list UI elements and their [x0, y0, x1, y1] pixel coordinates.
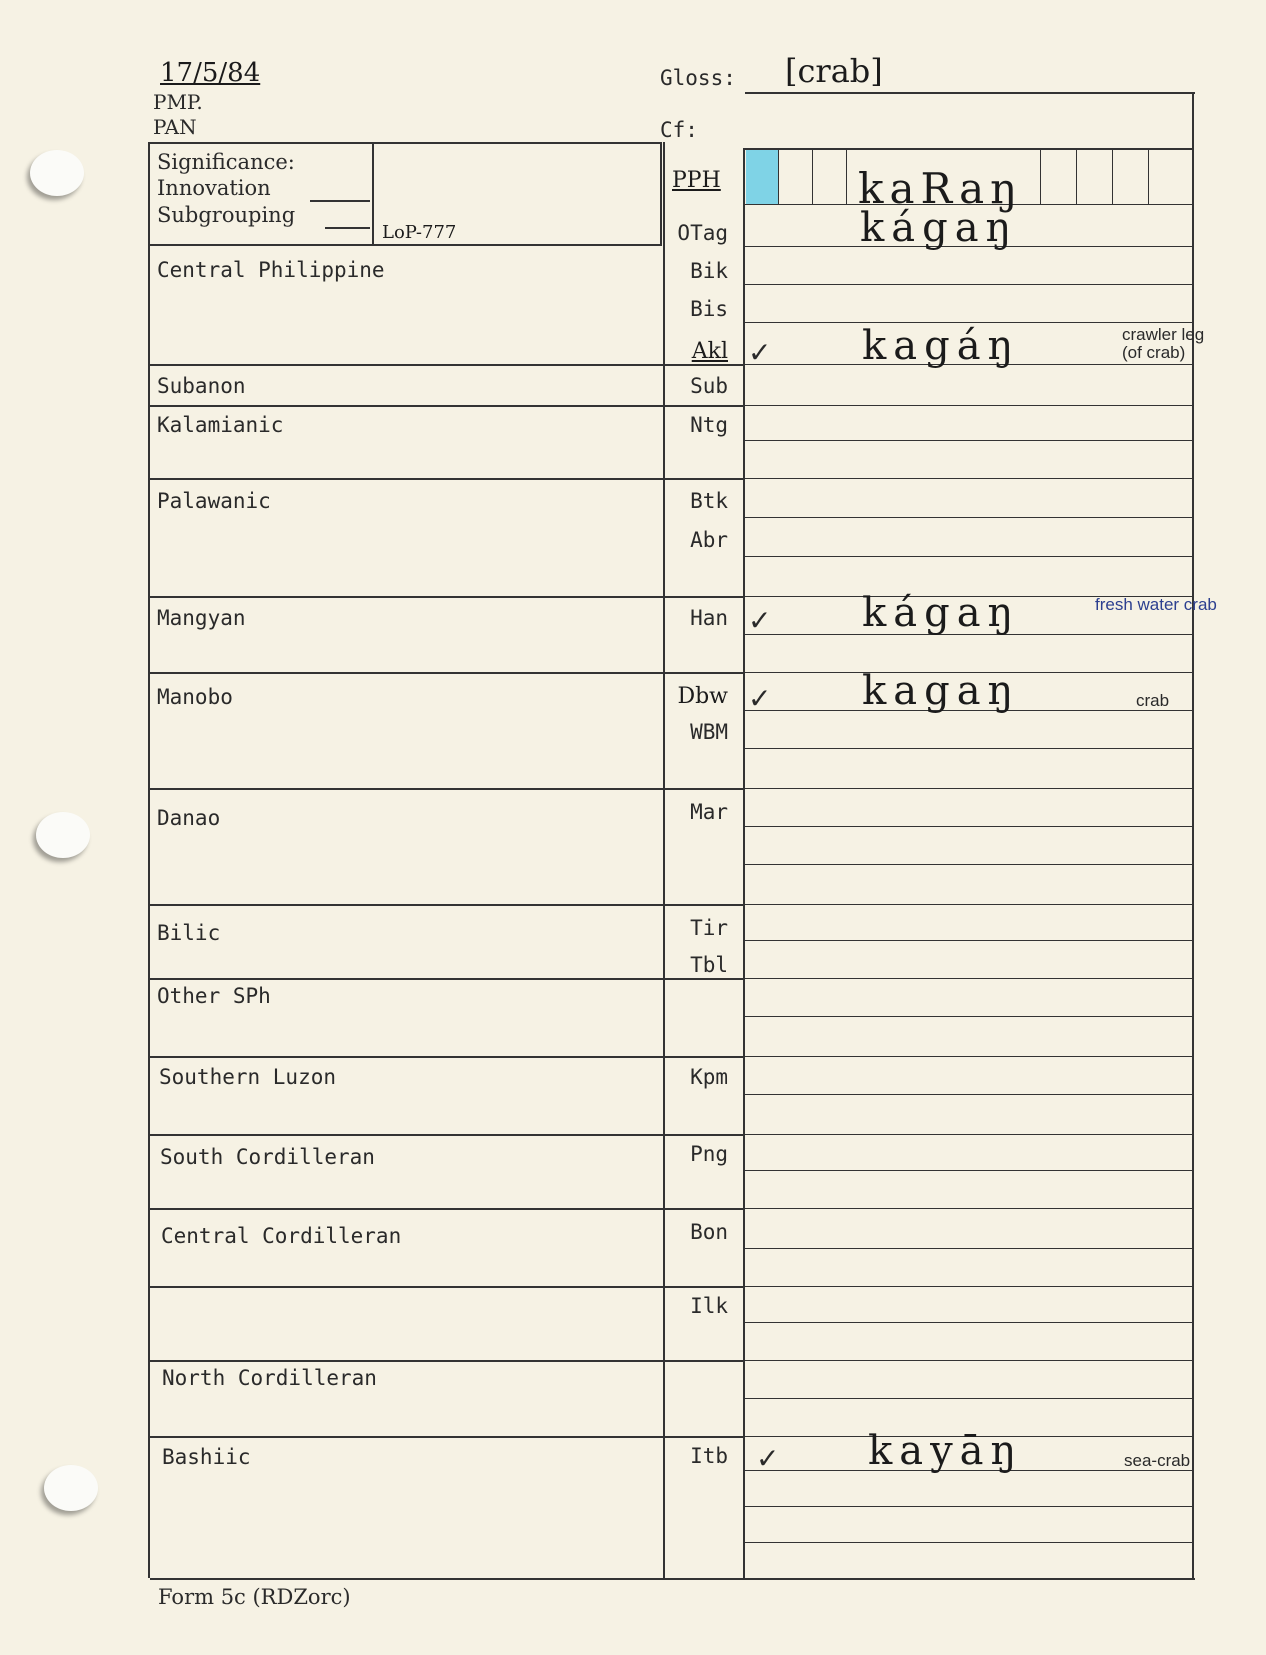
otag-form: kágaŋ — [860, 205, 1019, 251]
group-divider — [148, 904, 743, 906]
lang-bis: Bis — [690, 297, 728, 321]
group-bashiic: Bashiic — [162, 1445, 251, 1469]
significance-label: Significance: — [157, 150, 295, 174]
pph-form: kaRaŋ — [858, 164, 1024, 213]
pph-cell-divider — [1148, 150, 1149, 204]
lang-abr: Abr — [690, 528, 728, 552]
group-divider — [148, 405, 743, 407]
punch-hole-top — [30, 150, 84, 196]
lang-bik: Bik — [690, 259, 728, 283]
pph-label: PPH — [672, 168, 721, 193]
reference-number: LoP-777 — [382, 222, 457, 243]
group-divider — [148, 364, 743, 366]
lang-itb: Itb — [690, 1444, 728, 1468]
gloss-label: Gloss: — [660, 66, 736, 90]
lang-sub: Sub — [690, 374, 728, 398]
pph-cell-divider — [1076, 150, 1077, 204]
cf-label: Cf: — [660, 118, 698, 142]
group-manobo: Manobo — [157, 685, 233, 709]
pph-cell-divider — [778, 150, 779, 204]
group-south-cordilleran: South Cordilleran — [160, 1145, 375, 1169]
frame-left — [148, 246, 150, 1578]
punch-hole-middle — [36, 812, 90, 858]
group-central-cordilleran: Central Cordilleran — [161, 1224, 402, 1248]
group-central-philippine: Central Philippine — [157, 258, 385, 282]
itb-check: ✓ — [756, 1442, 780, 1475]
language-column-right — [743, 148, 745, 1578]
akl-gloss: crawler leg (of crab) — [1122, 325, 1205, 362]
group-north-cordilleran: North Cordilleran — [162, 1366, 377, 1390]
group-subanon: Subanon — [157, 374, 246, 398]
itb-form: kayāŋ — [868, 1428, 1024, 1474]
pmp-label: PMP. — [153, 90, 203, 114]
lang-han: Han — [690, 606, 728, 630]
lang-akl: Akl — [691, 339, 728, 364]
akl-form: kagáŋ — [862, 323, 1021, 369]
group-divider — [148, 672, 743, 674]
subgrouping-label: Subgrouping — [157, 203, 296, 227]
lang-btk: Btk — [690, 489, 728, 513]
group-divider — [148, 1056, 743, 1058]
innovation-blank — [310, 200, 370, 202]
pan-label: PAN — [153, 115, 197, 139]
han-form: kágaŋ — [862, 590, 1021, 636]
pph-cell-divider — [812, 150, 813, 204]
lang-mar: Mar — [690, 800, 728, 824]
pph-cell-divider — [1112, 150, 1113, 204]
subgrouping-blank — [325, 227, 370, 229]
pph-highlight-cell — [746, 150, 778, 204]
innovation-label: Innovation — [157, 176, 271, 200]
dbw-form: kagaŋ — [862, 668, 1021, 714]
group-bilic: Bilic — [157, 921, 221, 945]
lang-tbl: Tbl — [690, 953, 728, 977]
pph-cell-divider — [846, 150, 847, 204]
group-divider — [148, 1360, 743, 1362]
pph-cell-divider — [1040, 150, 1041, 204]
group-divider — [148, 1208, 743, 1210]
akl-check: ✓ — [748, 336, 772, 369]
lang-png: Png — [690, 1142, 728, 1166]
punch-hole-bottom — [44, 1465, 98, 1511]
lang-wbm: WBM — [690, 720, 728, 744]
lang-otag: OTag — [677, 221, 728, 245]
lang-dbw: Dbw — [677, 684, 728, 709]
group-kalamianic: Kalamianic — [157, 413, 284, 437]
lang-tir: Tir — [690, 916, 728, 940]
group-other-sph: Other SPh — [157, 984, 271, 1008]
significance-divider — [372, 142, 374, 246]
itb-gloss: sea-crab — [1124, 1451, 1191, 1470]
frame-bottom — [150, 1578, 1195, 1580]
group-divider — [148, 1134, 743, 1136]
group-divider — [148, 978, 743, 980]
frame-right — [1192, 92, 1194, 1580]
gloss-value: [crab] — [785, 52, 883, 90]
group-southern-luzon: Southern Luzon — [159, 1065, 337, 1089]
group-divider — [148, 478, 743, 480]
date: 17/5/84 — [160, 58, 261, 88]
lang-bon: Bon — [690, 1220, 728, 1244]
form-footer: Form 5c (RDZorc) — [158, 1585, 351, 1609]
dbw-check: ✓ — [748, 682, 772, 715]
group-divider — [148, 596, 743, 598]
group-divider — [148, 1286, 743, 1288]
gloss-underline — [745, 92, 1195, 94]
han-check: ✓ — [748, 604, 772, 637]
dbw-gloss: crab — [1136, 691, 1170, 710]
group-divider — [148, 788, 743, 790]
han-gloss: fresh water crab — [1095, 595, 1217, 614]
group-palawanic: Palawanic — [157, 489, 271, 513]
group-mangyan: Mangyan — [157, 606, 246, 630]
group-divider — [148, 1436, 743, 1438]
lang-ilk: Ilk — [690, 1294, 728, 1318]
group-danao: Danao — [157, 806, 221, 830]
lang-ntg: Ntg — [690, 413, 728, 437]
lang-kpm: Kpm — [690, 1065, 728, 1089]
